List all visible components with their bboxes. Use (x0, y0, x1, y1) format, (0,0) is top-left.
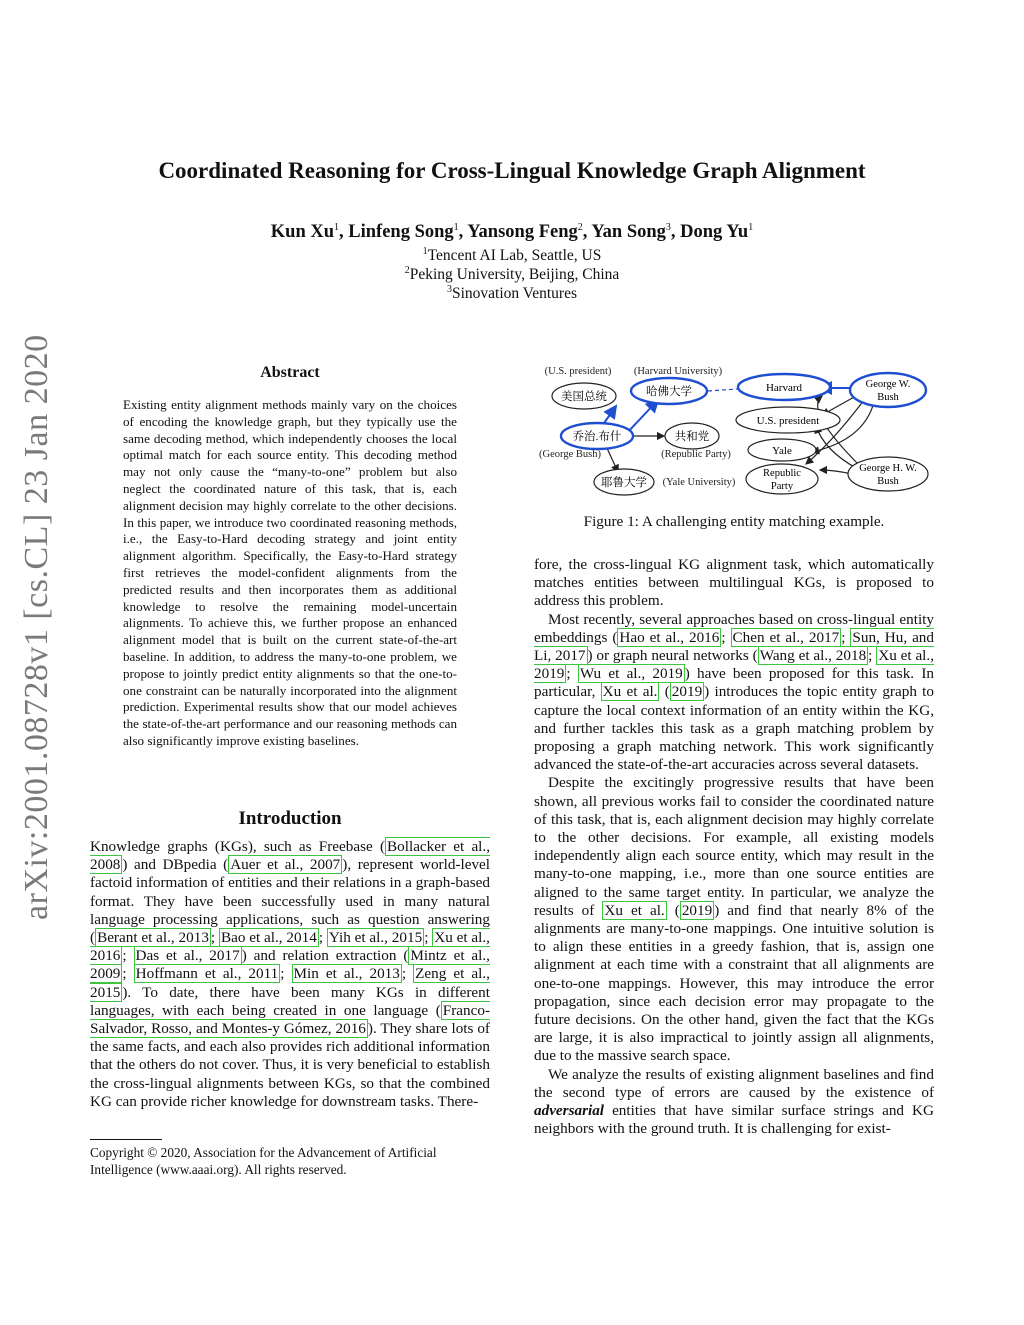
author-list: Kun Xu$^1$, Linfeng Song$^1$, Yansong Feng$^2$, Yan Song$^3$, Dong Yu$^1$ (270, 222, 754, 243)
citation-link[interactable]: Zeng et al., 2015 (90, 965, 490, 1001)
citation-link[interactable]: Xu et al. (602, 683, 658, 701)
author: Yan Song (591, 222, 666, 243)
node-yale-en: Yale (772, 445, 792, 457)
node-republic-party-en: Party (770, 481, 794, 492)
author: Dong Yu (680, 222, 749, 243)
label-us-president: (U.S. president) (544, 366, 612, 377)
node-ghwbush: Bush (877, 476, 899, 487)
citation-link[interactable]: Min et al., 2013 (293, 965, 400, 983)
introduction-paragraph: Knowledge graphs (KGs), such as Freebase ( Bollacker et al., 2008 ) and DBpedia ( Auer et al., 2007 ), represent world-level factoid information of entities and their relations in a graph-based format. They have been successfully used in many natural language processing applications, such as question answering ( Berant et al., 2013 ; Bao et al., 2014 ; Yih et al., 2015 ; Xu et al., 2016 ; Das et al., 2017 ) and relation extraction ( Mintz et al., 2009 ; Hoffmann et al., 2011 ; Min et al., 2013 ; Zeng et al., 2015 ). To date, there have been many KGs in different languages, with each being created in one language ( Franco-Salvador, Rosso, and Montes-y Gómez, 2016 ). They share lots of the same facts, and each also provides rich additional information that the others do not cover. Thus, it is very beneficial to establish the cross-lingual alignments between KGs, so that the combined KG can provide richer knowledge for downstream tasks. There- (90, 838, 491, 1110)
author: Linfeng Song (348, 222, 454, 243)
citation-link[interactable]: Sun, Hu, and Li, 2017 (534, 628, 934, 665)
citation-link[interactable]: Yih et al., 2015 (328, 929, 423, 947)
abstract-heading: Abstract (260, 364, 320, 381)
node-us-president-en: U.S. president (756, 415, 820, 427)
affiliation: $^1$Tencent AI Lab, Seattle, US (422, 246, 602, 265)
footnote-divider (90, 1139, 162, 1140)
paragraph: We analyze the results of existing alignment baselines and find the second type of errors are caused by the existence of adversarial entities that have similar surface strings and KG neighbors with the ground truth. It is challenging for exist- (534, 1065, 934, 1138)
node-republic-party-en: Republic (763, 468, 801, 479)
label-george-bush: (George Bush) (539, 449, 601, 460)
node-ghwbush: George H. W. (859, 463, 917, 474)
citation-link[interactable]: Wang et al., 2018 (759, 647, 867, 665)
citation-link[interactable]: Bao et al., 2014 (220, 929, 317, 947)
figure-caption: Figure 1: A challenging entity matching example. (583, 513, 885, 530)
introduction-heading: Introduction (238, 808, 342, 829)
citation-link[interactable]: Chen et al., 2017 (732, 628, 840, 646)
citation-link[interactable]: Xu et al. (604, 901, 665, 919)
citation-link[interactable]: Franco-Salvador, Rosso, and Montes-y Gómez, 2016 (90, 1001, 490, 1038)
author: Kun Xu (270, 222, 335, 243)
author: Yansong Feng (467, 222, 578, 243)
figure-entity-matching (534, 360, 934, 500)
node-harvard-zh: 哈佛大学 (646, 386, 692, 398)
paragraph: Most recently, several approaches based on cross-lingual entity embeddings ( Hao et al., 2016 ; Chen et al., 2017 ; Sun, Hu, and Li, 2017 ) or graph neural networks ( Wang et al., 2018 ; Xu et al., 2019 ; Wu et al., 2019 ) have been proposed for this task. In particular, Xu et al. ( 2019 ) introduces the topic entity graph to capture the local context information of an entity within the KG, and further tackles this task as a graph matching problem by proposing a graph matching network. This work significantly advanced the state-of-the-art accuracies across several datasets. (534, 610, 934, 774)
citation-link[interactable]: Auer et al., 2007 (230, 856, 341, 874)
copyright-footnote: Copyright © 2020, Association for the Advancement of Artificial Intelligence (www.aaai.org). All rights reserved. (90, 1145, 437, 1177)
citation-link[interactable]: Bollacker et al., 2008 (90, 838, 490, 874)
abstract-text: Existing entity alignment methods mainly vary on the choices of encoding the knowledge graph, but they typically use the same decoding method, which independently chooses the local optimal match for each source entity. This decoding method may not only cause the “many-to-one” problem but also neglect the coordinated nature of this task, that is, each alignment decision may highly correlate to the other decisions. In this paper, we introduce two coordinated reasoning methods, i.e., the Easy-to-Hard decoding strategy and joint entity alignment algorithm. Specifically, the Easy-to-Hard strategy first retrieves the model-confident alignments from the predicted results and then incorporates them as additional knowledge to resolve the remaining model-uncertain alignments. To achieve this, we further propose an enhanced alignment model that is built on the current state-of-the-art baseline. In addition, to address the many-to-one problem, we propose to jointly predict entity alignments so that the one-to-one constraint can be naturally incorporated into the alignment prediction. Experimental results show that our model achieves the state-of-the-art performance and our reasoning methods can also significantly improve existing baselines. (123, 397, 457, 748)
citation-link[interactable]: Wu et al., 2019 (579, 665, 683, 683)
label-harvard-university: (Harvard University) (633, 366, 723, 377)
citation-link[interactable]: 2019 (671, 683, 703, 701)
node-us-president-zh: 美国总统 (561, 391, 607, 403)
label-yale-university: (Yale University) (662, 477, 736, 488)
node-harvard-en: Harvard (765, 382, 803, 394)
citation-link[interactable]: Berant et al., 2013 (97, 929, 209, 947)
citation-link[interactable]: Xu et al., 2016 (90, 929, 490, 965)
node-bush-zh: 乔治.布什 (572, 431, 622, 443)
affiliation: $^2$Peking University, Beijing, China (404, 265, 620, 284)
citation-link[interactable]: 2019 (681, 901, 713, 919)
entity-graph-diagram (534, 360, 934, 500)
node-republican-zh: 共和党 (674, 431, 710, 443)
label-republic-party: (Republic Party) (661, 449, 731, 460)
node-gwbush: George W. (865, 379, 911, 390)
paragraph: Despite the excitingly progressive results that have been shown, all previous works fail to consider the coordinated nature of this task, that is, each alignment decision may highly correlate to the other decisions. For example, all existing models independently align each source entity, which may result in the many-to-one mapping, i.e., more than one source entities are aligned to the same target entity. In particular, we analyze the results of Xu et al. ( 2019 ) and find that nearly 8% of the alignments are many-to-one mappings. One intuitive solution is to align these entities in a greedy fashion, that is, assign one alignment at each time with a constraint that all alignments are one-to-one mappings. However, this may introduce the error propagation, since each decision error may propagate to the future decisions. On the other hand, given the fact that the KGs are large, it is also impractical to jointly assign all alignments, due to the massive search space. (534, 774, 935, 1065)
citation-link[interactable]: Hao et al., 2016 (619, 628, 720, 646)
paragraph: fore, the cross-lingual KG alignment task, which automatically matches entities between multilingual KGs, is proposed to address this problem. (534, 556, 934, 610)
citation-link[interactable]: Xu et al., 2019 (534, 647, 934, 683)
citation-link[interactable]: Mintz et al., 2009 (90, 947, 490, 983)
emphasis: adversarial (534, 1102, 605, 1120)
arxiv-identifier: arXiv:2001.08728v1 [cs.CL] 23 Jan 2020 (18, 334, 55, 920)
paper-title: Coordinated Reasoning for Cross-Lingual Knowledge Graph Alignment (158, 158, 866, 183)
citation-link[interactable]: Hoffmann et al., 2011 (135, 965, 279, 983)
node-gwbush: Bush (877, 392, 899, 403)
node-yale-zh: 耶鲁大学 (601, 477, 647, 489)
citation-link[interactable]: Das et al., 2017 (135, 947, 240, 965)
affiliation: $^3$Sinovation Ventures (447, 284, 577, 303)
right-column-text (534, 556, 934, 1139)
